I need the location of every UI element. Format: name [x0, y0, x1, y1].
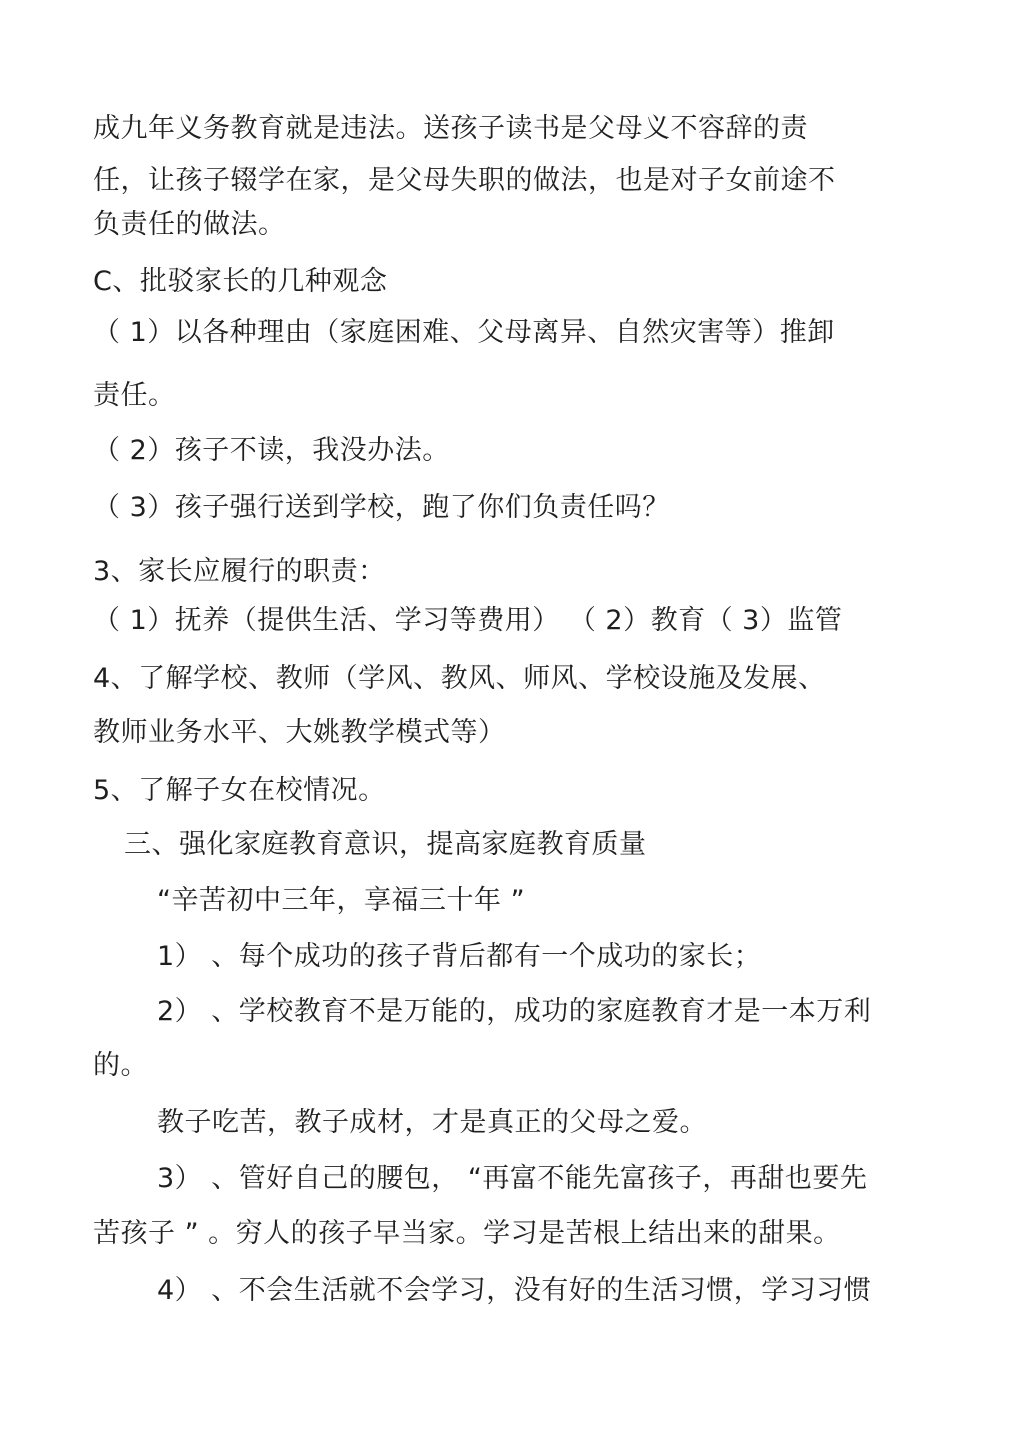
- list-item: 3） 、管好自己的腰包， “再富不能先富孩子，再甜也要先: [157, 1163, 868, 1194]
- section-heading: 5、了解子女在校情况。: [93, 775, 386, 806]
- text-line: 成九年义务教育就是违法。送孩子读书是父母义不容辞的责: [93, 113, 808, 144]
- section-heading: 4、了解学校、教师（学风、教风、师风、学校设施及发展、: [93, 663, 826, 694]
- list-item: 1） 、每个成功的孩子背后都有一个成功的家长；: [157, 941, 762, 972]
- text-line: 责任。: [93, 380, 176, 411]
- list-item: 2） 、学校教育不是万能的，成功的家庭教育才是一本万利: [157, 996, 872, 1027]
- section-heading: 三、强化家庭教育意识，提高家庭教育质量: [124, 829, 647, 860]
- section-heading: 3、家长应履行的职责：: [93, 556, 386, 587]
- text-line: 的。: [93, 1050, 148, 1081]
- text-line: 教子吃苦，教子成材，才是真正的父母之爱。: [157, 1107, 707, 1138]
- list-item: （ 2）孩子不读，我没办法。: [93, 435, 450, 466]
- text-line: 负责任的做法。: [93, 209, 286, 240]
- text-line: 苦孩子 ” 。穷人的孩子早当家。学习是苦根上结出来的甜果。: [93, 1218, 841, 1249]
- section-heading: C、批驳家长的几种观念: [93, 266, 388, 297]
- list-item: （ 1）以各种理由（家庭困难、父母离异、自然灾害等）推卸: [93, 317, 835, 348]
- list-item: 4） 、不会生活就不会学习，没有好的生活习惯，学习习惯: [157, 1275, 872, 1306]
- quote-line: “辛苦初中三年，享福三十年 ”: [157, 885, 526, 916]
- list-item: （ 3）孩子强行送到学校，跑了你们负责任吗？: [93, 492, 670, 523]
- text-line: 教师业务水平、大姚教学模式等）: [93, 717, 506, 748]
- text-line: 任，让孩子辍学在家，是父母失职的做法，也是对子女前途不: [93, 165, 836, 196]
- list-item: （ 1）抚养（提供生活、学习等费用） （ 2）教育（ 3）监管: [93, 605, 843, 636]
